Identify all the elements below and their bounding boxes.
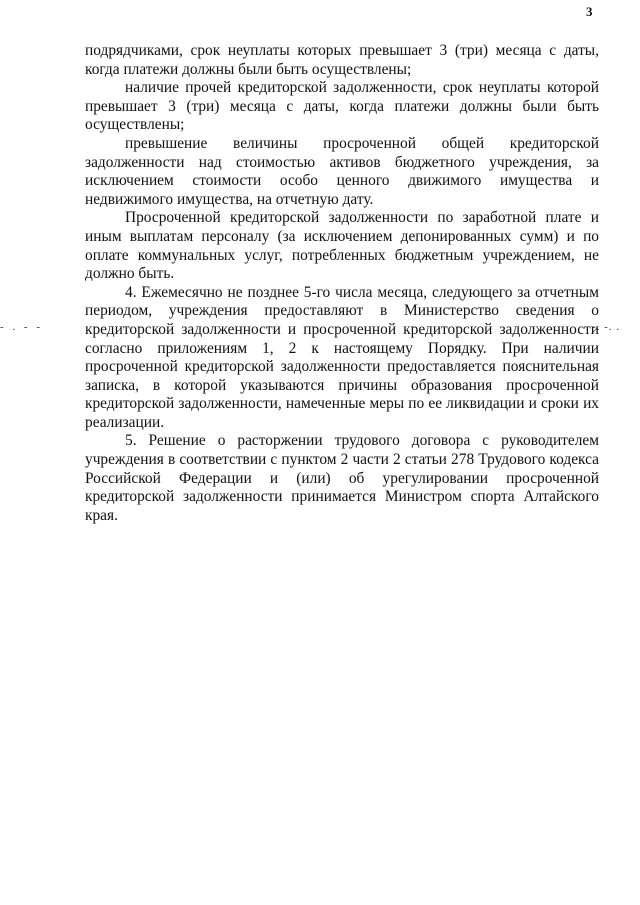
scan-margin-mark-right: -. -. . [592, 321, 621, 333]
scan-margin-mark-left: - . - - [0, 321, 43, 333]
paragraph-other-payables: наличие прочей кредиторской задолженности, срок неуплаты которой превышает 3 (три) месяца с даты, когда платежи должны были быть осуществлены; [85, 79, 599, 134]
paragraph-continuation: подрядчиками, срок неуплаты которых превышает 3 (три) месяца с даты, когда платежи должны были быть осуществлены; [85, 42, 599, 78]
paragraph-item-4: 4. Ежемесячно не позднее 5-го числа месяца, следующего за отчетным периодом, учреждения предоставляют в Министерство сведения о кредиторской задолженности и просроченной кредиторской задолженности согласно приложениям 1, 2 к настоящему Порядку. При наличии просроченной кредиторской задолженности предоставляется пояснительная записка, в которой указываются причины образования просроченной кредиторской задолженности, намеченные меры по ее ликвидации и сроки их реализации. [85, 283, 599, 431]
paragraph-excess-overdue: превышение величины просроченной общей кредиторской задолженности над стоимостью активов бюджетного учреждения, за исключением стоимости особо ценного движимого имущества и недвижимого имущества, на отчетную дату. [85, 134, 599, 208]
document-body [85, 42, 599, 525]
page-number: 3 [586, 4, 593, 19]
paragraph-salary-utilities: Просроченной кредиторской задолженности по заработной плате и иным выплатам персоналу (за исключением депонированных сумм) и по оплате коммунальных услуг, потребленных бюджетным учреждением, не должно быть. [85, 209, 599, 283]
paragraph-item-5: 5. Решение о расторжении трудового договора с руководителем учреждения в соответствии с пунктом 2 части 2 статьи 278 Трудового кодекса Российской Федерации и (или) об урегулировании просроченной кредиторской задолженности принимается Министром спорта Алтайского края. [85, 432, 599, 524]
